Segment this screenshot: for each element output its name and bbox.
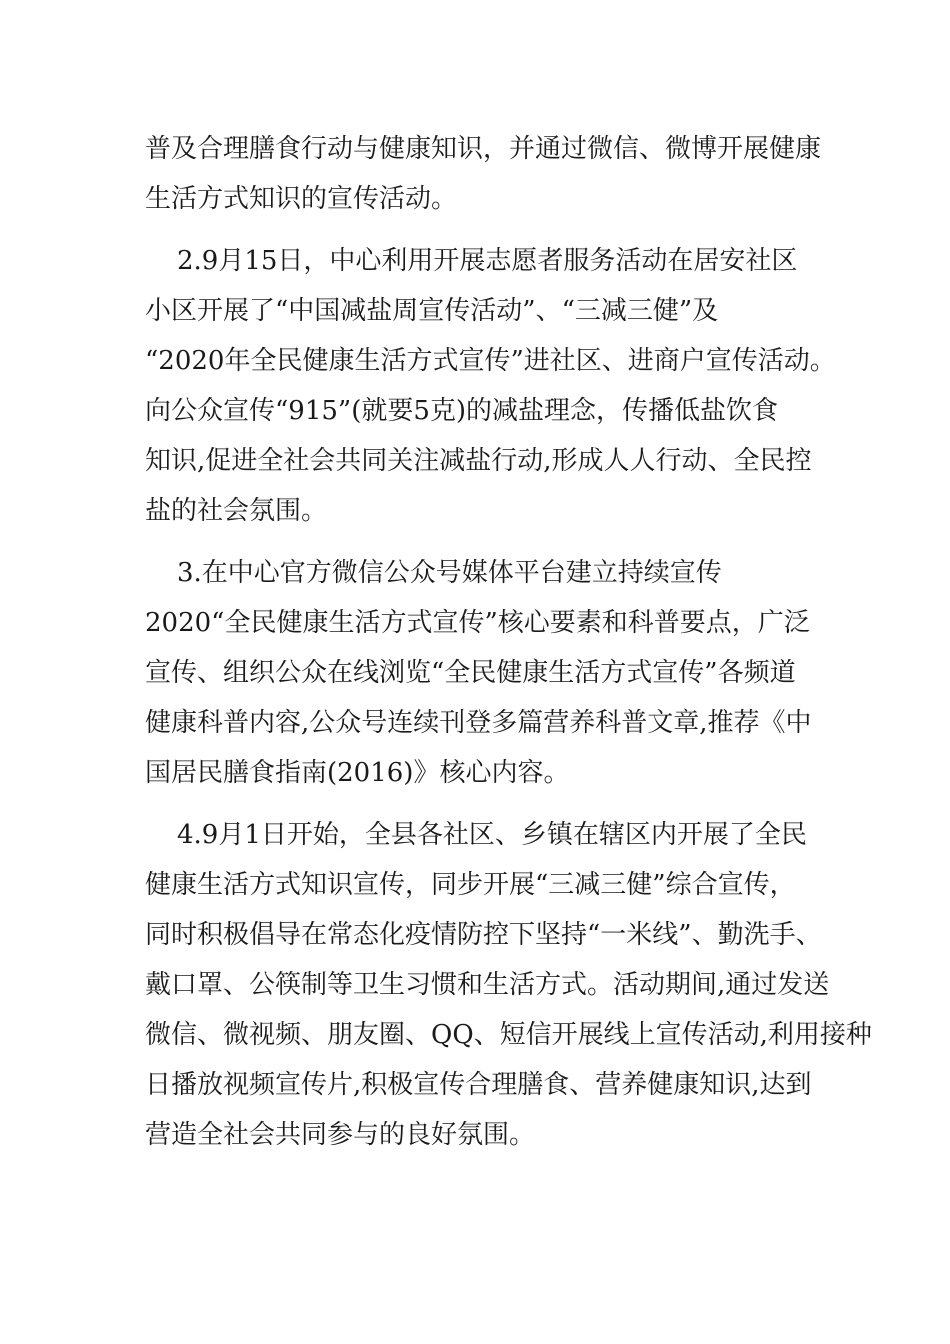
text-line: 营造全社会共同参与的良好氛围。 [145,1120,536,1150]
text-line: 日播放视频宣传片,积极宣传合理膳食、营养健康知识,达到 [145,1070,812,1100]
text-line: 生活方式知识的宣传活动。 [145,184,458,214]
text-line: 国居民膳食指南(2016)》核心内容。 [145,758,570,788]
paragraph-continuation [145,124,822,224]
text-line: 2020“全民健康生活方式宣传”核心要素和科普要点，广泛 [145,608,810,638]
paragraph-item-4 [145,810,872,1160]
text-line: 同时积极倡导在常态化疫情防控下坚持“一米线”、勤洗手、 [145,920,822,950]
text-line: 健康生活方式知识宣传，同步开展“三减三健”综合宣传， [145,870,796,900]
text-line: 知识,促进全社会共同关注减盐行动,形成人人行动、全民控 [145,446,812,476]
text-line: 向公众宣传“915”(就要5克)的减盐理念，传播低盐饮食 [145,396,779,426]
text-line: 健康科普内容,公众号连续刊登多篇营养科普文章,推荐《中 [145,708,812,738]
text-line: 戴口罩、公筷制等卫生习惯和生活方式。活动期间,通过发送 [145,970,830,1000]
text-line: “2020年全民健康生活方式宣传”进社区、进商户宣传活动。 [145,346,836,376]
text-line: 小区开展了“中国减盐周宣传活动”、“三减三健”及 [145,296,719,326]
paragraph-item-2 [145,236,836,536]
paragraph-item-3 [145,548,810,798]
text-line: 2.9月15日，中心利用开展志愿者服务活动在居安社区 [177,246,798,276]
document-body [145,124,872,1172]
text-line: 4.9月1日开始，全县各社区、乡镇在辖区内开展了全民 [177,820,807,850]
text-line: 3.在中心官方微信公众号媒体平台建立持续宣传 [177,558,722,588]
text-line: 盐的社会氛围。 [145,496,328,526]
text-line: 普及合理膳食行动与健康知识，并通过微信、微博开展健康 [145,134,822,164]
text-line: 宣传、组织公众在线浏览“全民健康生活方式宣传”各频道 [145,658,796,688]
text-line: 微信、微视频、朋友圈、QQ、短信开展线上宣传活动,利用接种 [145,1020,872,1050]
